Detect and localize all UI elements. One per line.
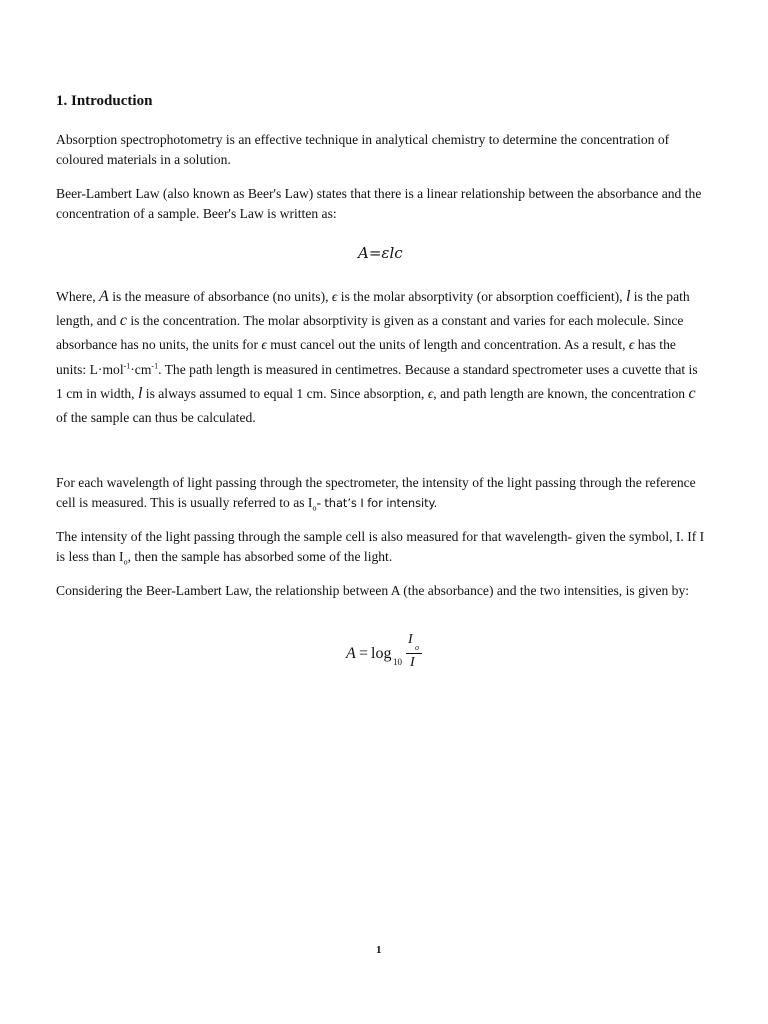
symbol-epsilon: ϵ [427, 385, 434, 401]
symbol-c: c [119, 312, 127, 330]
symbol-a: A [99, 288, 109, 305]
fraction-bar [406, 653, 422, 654]
section-heading: 1. Introduction [56, 93, 153, 109]
symbol-epsilon: ϵ [261, 337, 267, 353]
symbol-l: l [625, 288, 631, 305]
symbol-epsilon: ϵ [331, 289, 338, 304]
definitions-paragraph: Where, A is the measure of absorbance (no units), ϵ is the molar absorptivity (or absorption coefficient), l is the path length, and c is the concentration. The molar absorptivity is given as a constant and varies for each molecule. Since absorbance has no units, the units for ϵ must cancel out the units of length and concentration. As a result, ϵ has the units: $L\cdot mol^{-1}\cdot cm^{-1}$. The path length is measured in centimetres. Because a standard spectrometer uses a cuvette that is 1 cm in width, l is always assumed to equal 1 cm. Since absorption, ϵ, and path length are known, the concentration c of the sample can thus be calculated. [56, 288, 698, 426]
symbol-epsilon: ϵ [628, 337, 635, 353]
symbol-c: c [688, 384, 696, 402]
beer-law-paragraph: Beer-Lambert Law (also known as Beer's Law) states that there is a linear relationship between the absorbance and the concentration of a sample. Beer's Law is written as: [56, 186, 702, 221]
absorbance-log-equation: A = log 10 I o I [346, 632, 436, 678]
intro-paragraph: Absorption spectrophotometry is an effective technique in analytical chemistry to determine the concentration of coloured materials in a solution. [56, 132, 670, 167]
symbol-l: l [137, 384, 143, 402]
reference-intensity-paragraph: For each wavelength of light passing through the spectrometer, the intensity of the light passing through the reference cell is measured. This is usually referred to as $I_o-$ that’s I for intensity. [56, 475, 696, 513]
sample-intensity-paragraph: The intensity of the light passing through the sample cell is also measured for that wavelength- given the symbol, I. If I is less than $I_o$, then the sample has absorbed some of the light. [56, 529, 705, 567]
relationship-paragraph: Considering the Beer-Lambert Law, the relationship between A (the absorbance) and the two intensities, is given by: [56, 583, 690, 598]
beer-law-equation: A=εlc [358, 244, 403, 262]
page-number: 1 [376, 944, 382, 956]
